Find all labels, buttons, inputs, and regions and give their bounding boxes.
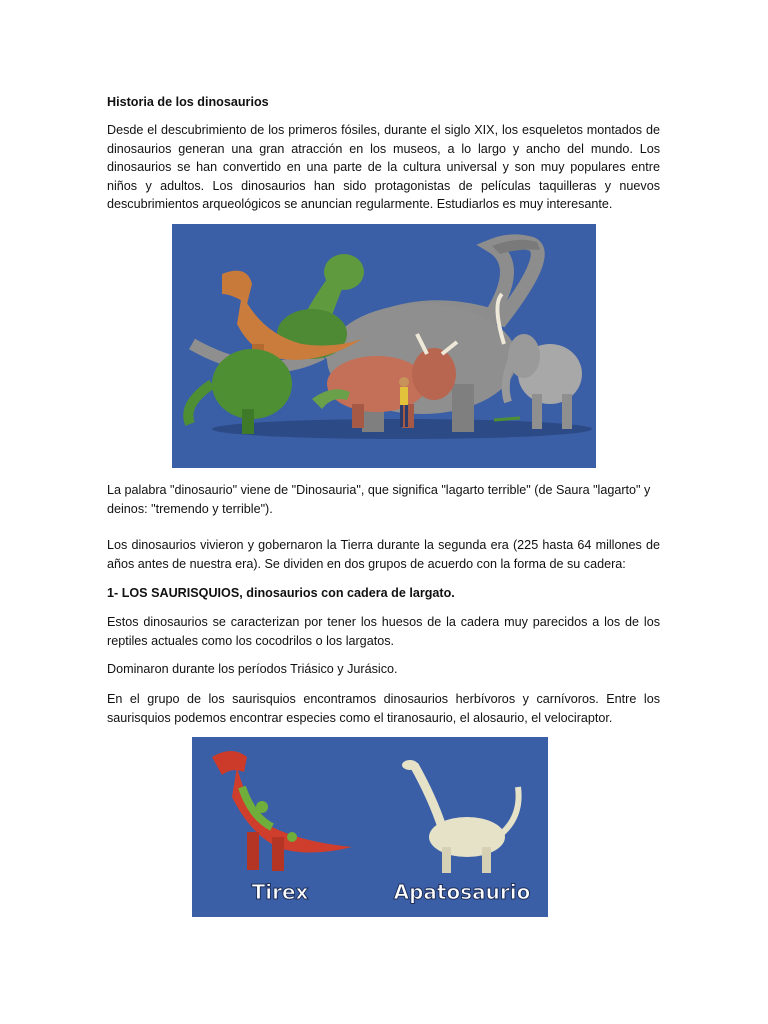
tirex-label: Tirex: [251, 880, 309, 904]
section1-paragraph-3: En el grupo de los saurisquios encontramos dinosaurios herbívoros y carnívoros. Entre los saurisquios podemos encontrar especies como el tiranosaurio, el alosaurio, el velociraptor.: [107, 692, 660, 725]
apatosaurio-label: Apatosaurio: [393, 880, 531, 904]
intro-paragraph: Desde el descubrimiento de los primeros fósiles, durante el siglo XIX, los esqueletos montados de dinosaurios generan una gran atracción en los museos, a lo largo y ancho del mundo. Los dinosaurios se han convertido en una parte de la cultura universal y son muy populares entre niños y adultos. Los dinosaurios han sido protagonistas de películas taquilleras y nuevos descubrimientos arqueológicos se anuncian regularmente. Estudiarlos es muy interesante.: [107, 123, 660, 211]
era-paragraph: Los dinosaurios vivieron y gobernaron la Tierra durante la segunda era (225 hasta 64 millones de años antes de nuestra era). Se dividen en dos grupos de acuerdo con la forma de su cadera:: [107, 538, 660, 571]
saurischia-examples-image: [192, 737, 548, 917]
section1-paragraph-1: Estos dinosaurios se caracterizan por tener los huesos de la cadera muy parecidos a los de los reptiles actuales como los cocodrilos o los largatos.: [107, 615, 660, 648]
section1-paragraph-2: Dominaron durante los períodos Triásico y Jurásico.: [107, 662, 398, 676]
document-title: Historia de los dinosaurios: [107, 95, 269, 109]
section1-heading: 1- LOS SAURISQUIOS, dinosaurios con cadera de largato.: [107, 586, 455, 600]
etymology-paragraph: La palabra "dinosaurio" viene de "Dinosauria", que significa "lagarto terrible" (de Saura "lagarto" y deinos: "tremendo y terrible").: [107, 483, 651, 516]
dinosaurs-group-image: [172, 224, 596, 468]
